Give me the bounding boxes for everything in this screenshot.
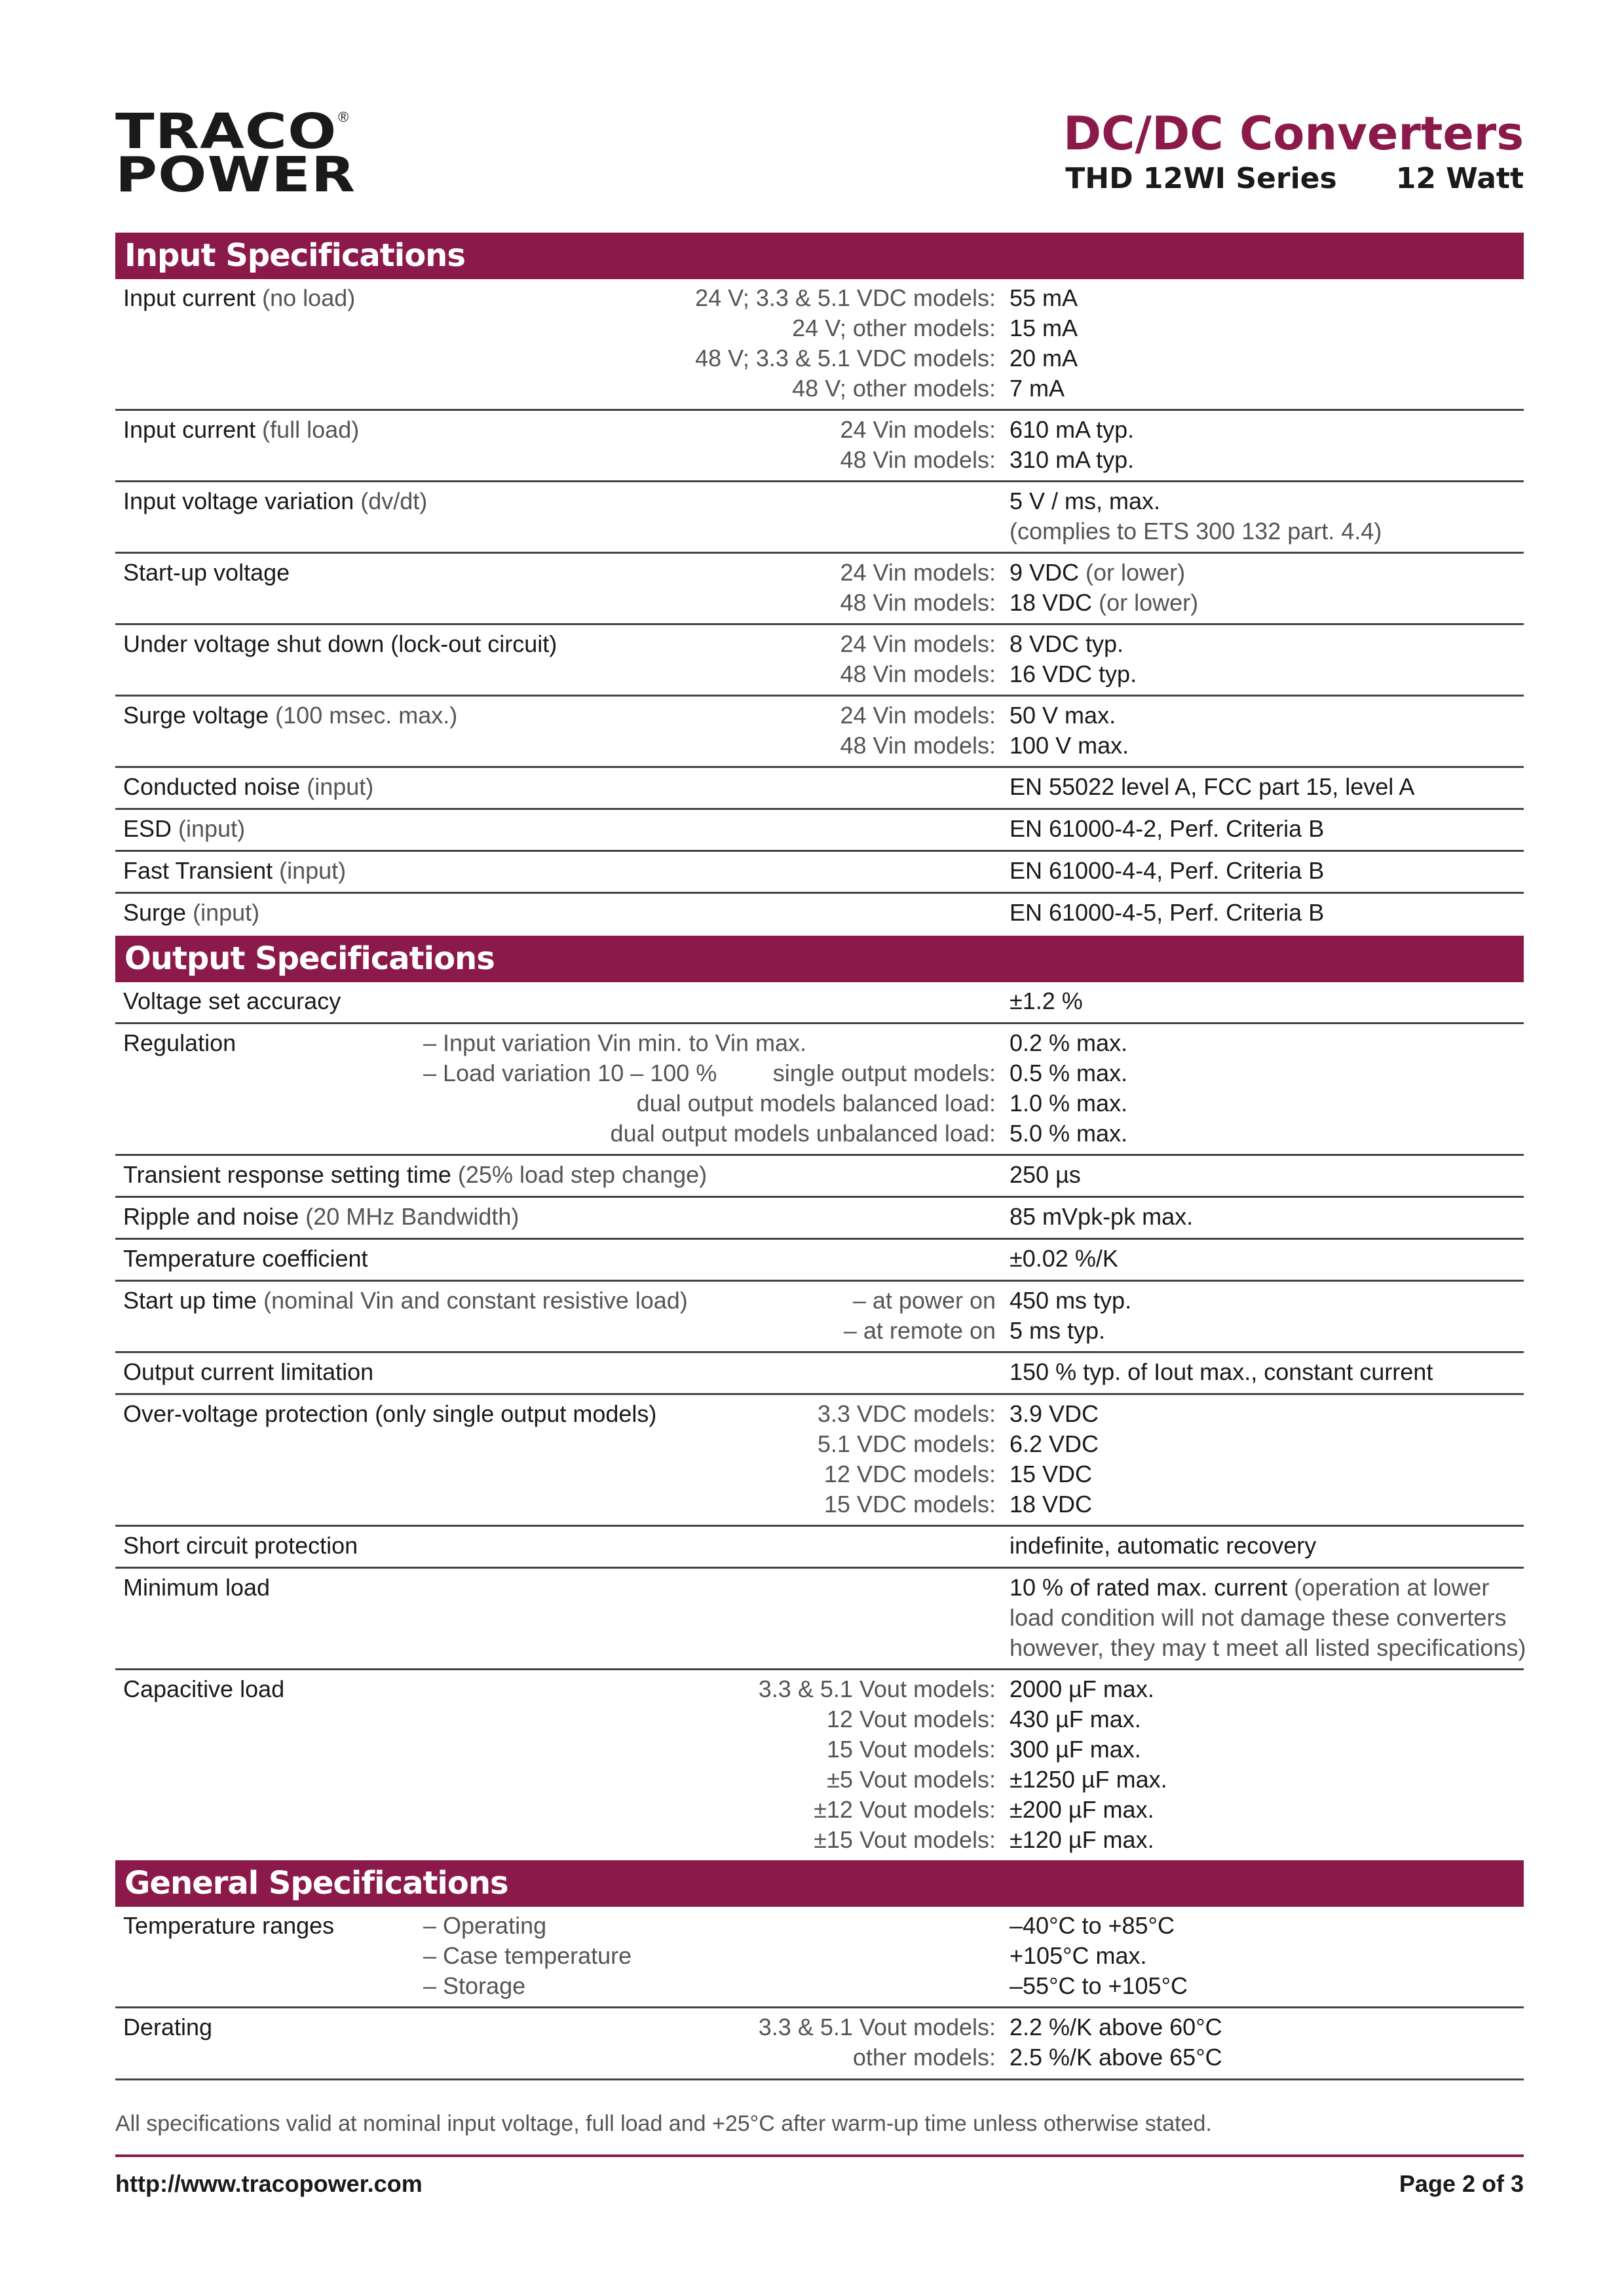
spec-conditions: 24 Vin models: 48 Vin models: — [840, 559, 996, 616]
spec-row-input-voltage-variation — [115, 482, 1524, 554]
spec-values: ±1.2 % — [1010, 987, 1083, 1014]
spec-values: 10 % of rated max. current (operation at lower load condition will not damage these converters however, they may t meet all listed specifications) — [1010, 1574, 1526, 1661]
spec-values: 610 mA typ. 310 mA typ. — [1010, 416, 1135, 473]
section-output-specifications: Output Specifications — [115, 936, 1524, 982]
spec-label: Surge voltage — [123, 702, 269, 729]
document-header — [1063, 106, 1524, 197]
series-name: THD 12WI Series — [1065, 162, 1337, 195]
spec-label-note: (dv/dt) — [360, 488, 428, 514]
spec-values: EN 55022 level A, FCC part 15, level A — [1010, 773, 1415, 800]
page-number: Page 2 of 3 — [1399, 2170, 1524, 2197]
spec-conditions: single output models: dual output models balanced load: dual output models unbalanced load: — [610, 1060, 996, 1147]
spec-label: Voltage set accuracy — [123, 987, 341, 1014]
spec-row-conducted-noise — [115, 768, 1524, 810]
spec-row-output-current-limitation — [115, 1353, 1524, 1395]
spec-label-note: (input) — [193, 899, 260, 926]
spec-label: Under voltage shut down (lock-out circuit) — [123, 630, 557, 657]
spec-values: EN 61000-4-4, Perf. Criteria B — [1010, 857, 1325, 884]
spec-label-note: (input) — [307, 773, 374, 800]
spec-conditions: – at power on – at remote on — [843, 1287, 996, 1344]
spec-conditions: 24 V; 3.3 & 5.1 VDC models: 24 V; other models: 48 V; 3.3 & 5.1 VDC models: 48 V; other models: — [695, 284, 996, 402]
spec-label: Capacitive load — [123, 1675, 285, 1702]
spec-label: Output current limitation — [123, 1358, 374, 1385]
spec-label: Input voltage variation — [123, 488, 354, 514]
traco-power-logo — [115, 104, 371, 203]
spec-row-fast-transient — [115, 852, 1524, 894]
spec-label: Input current — [123, 416, 256, 443]
spec-values: 9 VDC (or lower) 18 VDC (or lower) — [1010, 559, 1199, 616]
spec-label: Transient response setting time — [123, 1161, 451, 1188]
spec-label: Conducted noise — [123, 773, 301, 800]
spec-values: –40°C to +85°C +105°C max. –55°C to +105°C — [1010, 1912, 1188, 1999]
spec-conditions-left: – Operating – Case temperature – Storage — [423, 1912, 632, 1999]
spec-row-input-current-full-load — [115, 411, 1524, 482]
spec-values: 450 ms typ. 5 ms typ. — [1010, 1287, 1132, 1344]
spec-values: 55 mA 15 mA 20 mA 7 mA — [1010, 284, 1078, 402]
spec-values: 2000 µF max. 430 µF max. 300 µF max. ±1250 µF max. ±200 µF max. ±120 µF max. — [1010, 1675, 1167, 1853]
spec-label-note: (100 msec. max.) — [275, 702, 458, 729]
spec-values: 250 µs — [1010, 1161, 1081, 1188]
spec-label: ESD — [123, 815, 172, 842]
spec-label-note: (20 MHz Bandwidth) — [305, 1203, 519, 1230]
spec-label: Start-up voltage — [123, 559, 290, 586]
spec-conditions: 3.3 & 5.1 Vout models: 12 Vout models: 15 Vout models: ±5 Vout models: ±12 Vout models: ±15 Vout models: — [758, 1675, 996, 1853]
spec-label: Input current — [123, 284, 256, 311]
spec-row-input-current-no-load — [115, 279, 1524, 411]
spec-row-surge-voltage — [115, 697, 1524, 768]
spec-values: EN 61000-4-2, Perf. Criteria B — [1010, 815, 1325, 842]
section-input-specifications: Input Specifications — [115, 233, 1524, 279]
spec-row-derating — [115, 2008, 1524, 2080]
spec-row-start-up-voltage — [115, 554, 1524, 625]
spec-row-temperature-ranges — [115, 1907, 1524, 2008]
spec-label-note: (full load) — [262, 416, 360, 443]
spec-row-ripple-and-noise — [115, 1198, 1524, 1240]
spec-row-voltage-set-accuracy — [115, 982, 1524, 1024]
spec-row-esd — [115, 810, 1524, 852]
spec-label-note: (input) — [279, 857, 347, 884]
spec-row-capacitive-load — [115, 1670, 1524, 1860]
spec-row-minimum-load — [115, 1569, 1524, 1670]
spec-label-note: (25% load step change) — [457, 1161, 708, 1188]
spec-row-start-up-time — [115, 1282, 1524, 1353]
spec-label: Start up time — [123, 1287, 257, 1314]
spec-values: 85 mVpk-pk max. — [1010, 1203, 1194, 1230]
spec-row-over-voltage-protection — [115, 1395, 1524, 1527]
spec-values: 3.9 VDC 6.2 VDC 15 VDC 18 VDC — [1010, 1400, 1099, 1518]
spec-row-regulation — [115, 1024, 1524, 1156]
logo-line-2: POWER — [115, 147, 356, 203]
spec-row-short-circuit-protection — [115, 1527, 1524, 1569]
document-subtitle — [1063, 161, 1524, 197]
spec-values: ±0.02 %/K — [1010, 1245, 1118, 1272]
spec-label: Regulation — [123, 1029, 236, 1056]
spec-label: Temperature ranges — [123, 1912, 335, 1939]
spec-values: 0.2 % max. 0.5 % max. 1.0 % max. 5.0 % max. — [1010, 1029, 1128, 1147]
footer-divider — [115, 2154, 1524, 2157]
spec-conditions: 24 Vin models: 48 Vin models: — [840, 416, 996, 473]
section-general-specifications: General Specifications — [115, 1860, 1524, 1907]
spec-label-note: (nominal Vin and constant resistive load) — [263, 1287, 688, 1314]
spec-values: 50 V max. 100 V max. — [1010, 702, 1129, 759]
spec-label: Short circuit protection — [123, 1532, 358, 1559]
footnote: All specifications valid at nominal input voltage, full load and +25°C after warm-up time unless otherwise stated. — [115, 2111, 1212, 2136]
spec-values: EN 61000-4-5, Perf. Criteria B — [1010, 899, 1325, 926]
spec-label: Minimum load — [123, 1574, 271, 1601]
spec-conditions: 3.3 & 5.1 Vout models: other models: — [758, 2014, 996, 2071]
spec-conditions-left: – Input variation Vin min. to Vin max. – Load variation 10 – 100 % — [423, 1029, 806, 1086]
spec-row-under-voltage-shut-down — [115, 625, 1524, 697]
spec-label: Surge — [123, 899, 187, 926]
spec-values: indefinite, automatic recovery — [1010, 1532, 1317, 1559]
logo-line-1: TRACO — [115, 104, 337, 160]
spec-label: Fast Transient — [123, 857, 273, 884]
spec-row-temperature-coefficient — [115, 1240, 1524, 1282]
footer-website-link[interactable]: http://www.tracopower.com — [115, 2170, 423, 2197]
spec-values: 150 % typ. of Iout max., constant current — [1010, 1358, 1433, 1385]
spec-label: Derating — [123, 2014, 213, 2040]
spec-table — [115, 233, 1524, 2080]
spec-label: Ripple and noise — [123, 1203, 299, 1230]
spec-values: 8 VDC typ. 16 VDC typ. — [1010, 630, 1137, 687]
spec-conditions: 24 Vin models: 48 Vin models: — [840, 702, 996, 759]
spec-conditions: 3.3 VDC models: 5.1 VDC models: 12 VDC models: 15 VDC models: — [817, 1400, 996, 1518]
wattage: 12 Watt — [1395, 162, 1524, 195]
spec-label-note: (no load) — [262, 284, 356, 311]
spec-conditions: 24 Vin models: 48 Vin models: — [840, 630, 996, 687]
spec-row-transient-response — [115, 1156, 1524, 1198]
spec-label: Over-voltage protection (only single output models) — [123, 1400, 657, 1427]
document-title: DC/DC Converters — [1063, 107, 1524, 161]
spec-label-note: (input) — [178, 815, 246, 842]
registered-mark: ® — [338, 109, 349, 125]
spec-values: 5 V / ms, max. (complies to ETS 300 132 part. 4.4) — [1010, 488, 1382, 545]
spec-row-surge — [115, 894, 1524, 936]
spec-values: 2.2 %/K above 60°C 2.5 %/K above 65°C — [1010, 2014, 1222, 2071]
spec-label: Temperature coefficient — [123, 1245, 368, 1272]
